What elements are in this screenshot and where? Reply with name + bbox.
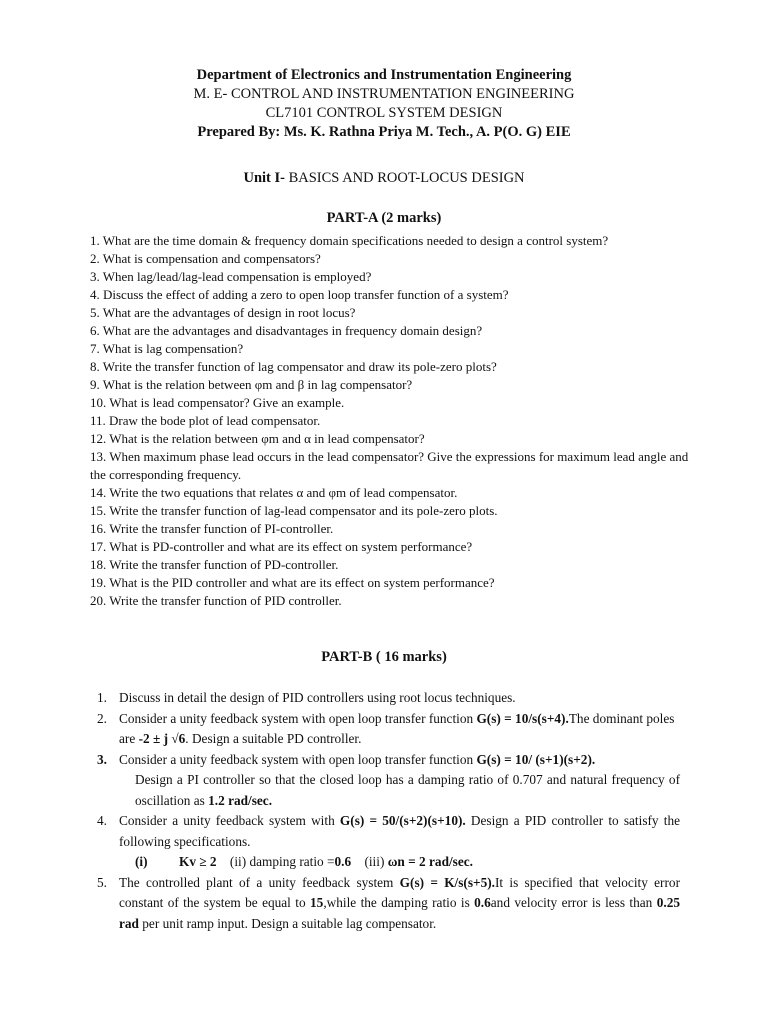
part-b-question-3 (97, 750, 680, 812)
question-text: Design a PID controller to satisfy the following specifications. (119, 813, 680, 849)
course-line: M. E- CONTROL AND INSTRUMENTATION ENGINEERING (193, 86, 575, 102)
damping-ratio: 0.6 (474, 895, 491, 910)
transfer-function: G(s) = 10/s(s+4). (476, 710, 569, 726)
list-item: 15. Write the transfer function of lag-lead compensator and its pole-zero plots. (90, 503, 498, 518)
subject-line: CL7101 CONTROL SYSTEM DESIGN (265, 105, 503, 121)
question-number: 1. (97, 690, 107, 705)
list-item: 3. When lag/lead/lag-lead compensation is employed? (90, 269, 372, 284)
list-item: 6. What are the advantages and disadvantages in frequency domain design? (90, 323, 483, 338)
part-b-question-4 (97, 811, 680, 873)
list-item: 10. What is lead compensator? Give an example. (90, 395, 345, 410)
part-a-question-list (90, 232, 690, 610)
question-number: 2. (97, 710, 107, 726)
spec-ii-value: 0.6 (334, 854, 352, 869)
transfer-function: G(s) = 10/ (s+1)(s+2). (476, 751, 596, 767)
part-b-question-5 (97, 873, 680, 935)
transfer-function: G(s) = 50/(s+2)(s+10). (339, 813, 466, 828)
unit-title (0, 170, 768, 187)
list-item: 13. When maximum phase lead occurs in the lead compensator? Give the expressions for maximum lead angle and the corresponding frequency. (90, 449, 689, 482)
unit-name: BASICS AND ROOT-LOCUS DESIGN (288, 170, 525, 186)
question-text: and velocity error is less than (490, 895, 657, 910)
part-b-question-2 (97, 709, 680, 750)
part-a-title: PART-A (2 marks) (326, 210, 442, 226)
natural-frequency: 1.2 rad/sec. (208, 792, 273, 808)
list-item: 4. Discuss the effect of adding a zero to open loop transfer function of a system? (90, 287, 509, 302)
question-number: 4. (97, 813, 107, 828)
question-text: The dominant poles are (119, 710, 675, 746)
part-b-title: PART-B ( 16 marks) (321, 649, 447, 665)
spec-iii-label: (iii) (364, 854, 388, 869)
velocity-error: 0.25 rad (119, 895, 680, 931)
spec-iii-value: ωn = 2 rad/sec. (387, 854, 473, 869)
spec-ii-label: (ii) damping ratio = (229, 854, 335, 869)
spec-kv: Kv ≥ 2 (179, 854, 217, 869)
list-item: 18. Write the transfer function of PD-controller. (90, 557, 339, 572)
list-item: 2. What is compensation and compensators? (90, 251, 321, 266)
list-item: 19. What is the PID controller and what are its effect on system performance? (90, 575, 495, 590)
list-item: 17. What is PD-controller and what are its effect on system performance? (90, 539, 473, 554)
prepared-by-line: Prepared By: Ms. K. Rathna Priya M. Tech., A. P(O. G) EIE (197, 124, 571, 140)
velocity-error-constant: 15 (310, 895, 324, 910)
spec-i-label: (i) (135, 854, 148, 869)
specifications-line (119, 852, 680, 873)
question-number: 5. (97, 874, 107, 890)
list-item: 14. Write the two equations that relates α and φm of lead compensator. (90, 485, 458, 500)
list-item: 11. Draw the bode plot of lead compensator. (90, 413, 321, 428)
question-continuation (119, 770, 680, 811)
list-item: 5. What are the advantages of design in root locus? (90, 305, 356, 320)
question-text: . Design a suitable PD controller. (185, 731, 362, 746)
list-item: 1. What are the time domain & frequency domain specifications needed to design a control system? (90, 233, 609, 248)
question-text: ,while the damping ratio is (323, 895, 475, 910)
list-item: 12. What is the relation between φm and α in lead compensator? (90, 431, 425, 446)
question-text: Design a PI controller so that the closed loop has a damping ratio of 0.707 and natural frequency of oscillation as (135, 772, 680, 808)
transfer-function: G(s) = K/s(s+5). (399, 874, 495, 890)
question-text: Consider a unity feedback system with (119, 813, 340, 828)
question-text: It is specified that velocity error constant of the system be equal to (119, 874, 680, 910)
list-item: 8. Write the transfer function of lag compensator and draw its pole-zero plots? (90, 359, 497, 374)
question-text: Consider a unity feedback system with open loop transfer function (119, 710, 477, 726)
part-b-question-1 (97, 688, 680, 709)
dominant-poles: -2 ± j √6 (138, 731, 186, 746)
question-text: per unit ramp input. Design a suitable lag compensator. (138, 915, 437, 931)
question-text: The controlled plant of a unity feedback system (119, 874, 400, 890)
list-item: 7. What is lag compensation? (90, 341, 244, 356)
part-b-question-list (97, 688, 680, 934)
list-item: 16. Write the transfer function of PI-controller. (90, 521, 334, 536)
document-header (0, 66, 768, 142)
question-number: 3. (97, 751, 107, 767)
department-line: Department of Electronics and Instrumentation Engineering (196, 67, 572, 83)
unit-label: Unit I- (243, 170, 285, 186)
question-text: Consider a unity feedback system with open loop transfer function (119, 751, 477, 767)
list-item: 20. Write the transfer function of PID controller. (90, 593, 342, 608)
list-item: 9. What is the relation between φm and β in lag compensator? (90, 377, 413, 392)
question-text: Discuss in detail the design of PID controllers using root locus techniques. (119, 690, 516, 705)
